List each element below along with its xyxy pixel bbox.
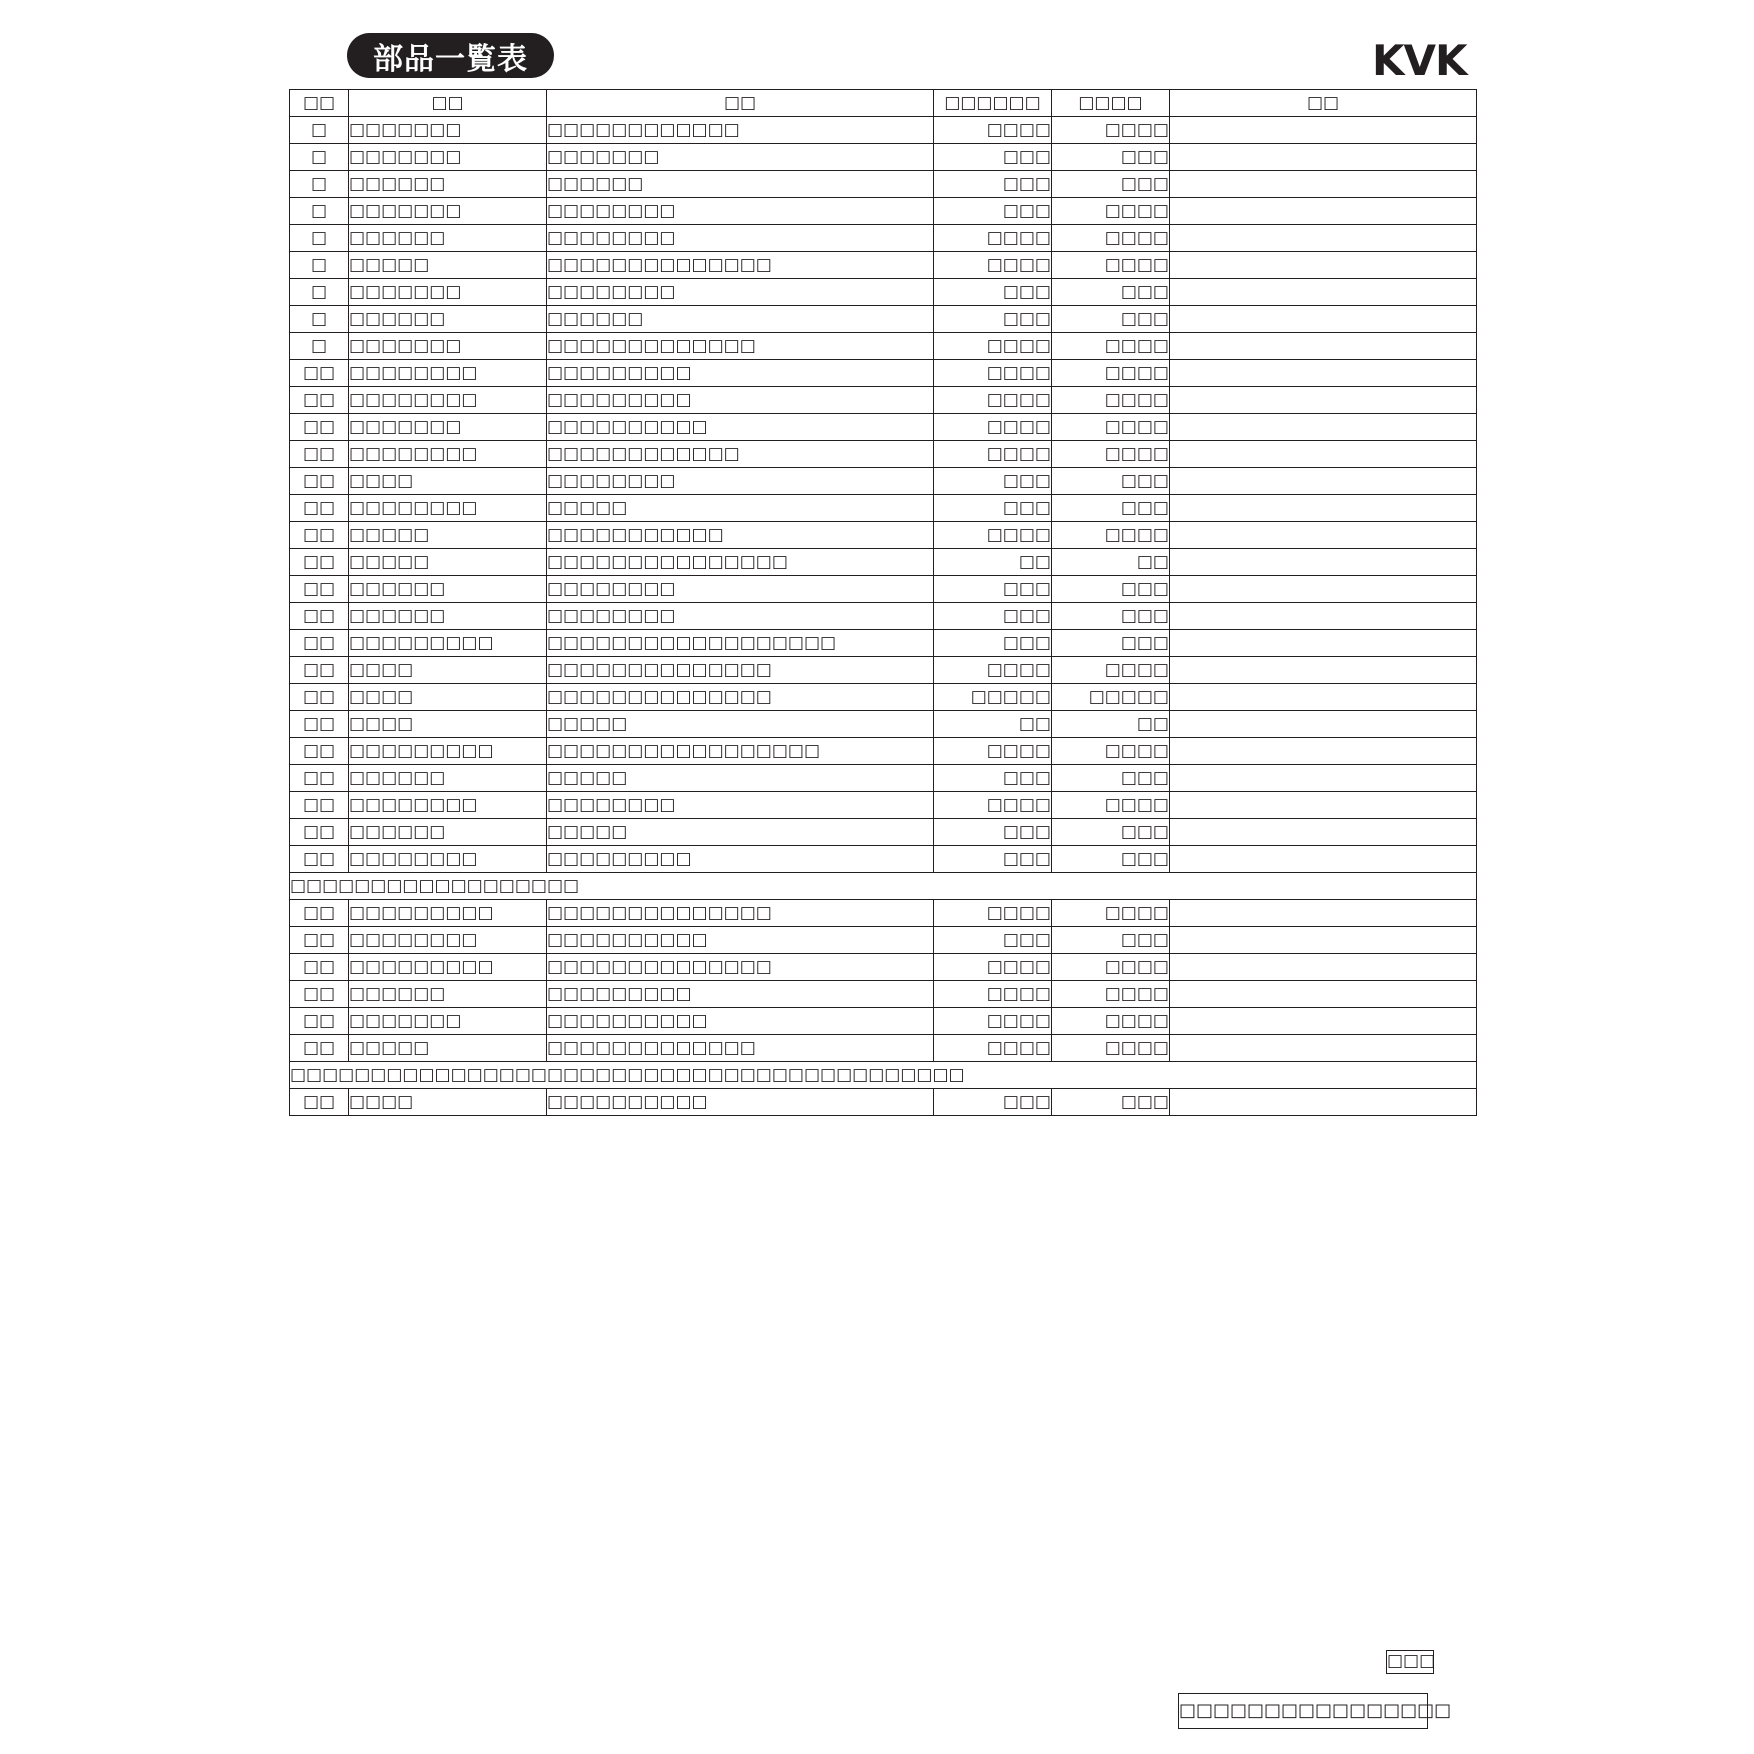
- table-row: [290, 630, 1477, 657]
- price-1-cell: □□□: [934, 495, 1052, 522]
- price-1-cell: □□□: [934, 630, 1052, 657]
- price-2-cell: □□□: [1052, 630, 1170, 657]
- part-name-cell: □□□□□□□□□□: [547, 414, 934, 441]
- part-name-cell: □□□□□□□□: [547, 603, 934, 630]
- price-1-cell: □□□: [934, 819, 1052, 846]
- row-number-cell: □□: [290, 819, 349, 846]
- note-cell: [1170, 387, 1477, 414]
- note-cell: [1170, 522, 1477, 549]
- part-code-cell: □□□□: [349, 657, 547, 684]
- price-2-cell: □□□: [1052, 576, 1170, 603]
- table-row: [290, 1035, 1477, 1062]
- part-code-cell: □□□□□□□□: [349, 387, 547, 414]
- note-cell: [1170, 1089, 1477, 1116]
- part-code-cell: □□□□□: [349, 522, 547, 549]
- note-cell: [1170, 279, 1477, 306]
- price-2-cell: □□□: [1052, 144, 1170, 171]
- table-row: [290, 819, 1477, 846]
- note-cell: [1170, 225, 1477, 252]
- part-code-cell: □□□□□□: [349, 576, 547, 603]
- row-number-cell: □: [290, 144, 349, 171]
- price-2-cell: □□□□□: [1052, 684, 1170, 711]
- group-label: □□□□□□□□□□□□□□□□□□: [290, 873, 1477, 900]
- row-number-cell: □□: [290, 576, 349, 603]
- row-number-cell: □: [290, 333, 349, 360]
- price-2-cell: □□□: [1052, 765, 1170, 792]
- price-1-cell: □□□: [934, 846, 1052, 873]
- price-1-cell: □□□: [934, 927, 1052, 954]
- note-cell: [1170, 927, 1477, 954]
- table-row: [290, 927, 1477, 954]
- part-name-cell: □□□□□□□□: [547, 225, 934, 252]
- row-number-cell: □□: [290, 603, 349, 630]
- price-2-cell: □□□□: [1052, 360, 1170, 387]
- row-number-cell: □□: [290, 765, 349, 792]
- part-code-cell: □□□□□□: [349, 225, 547, 252]
- table-row: [290, 468, 1477, 495]
- row-number-cell: □□: [290, 522, 349, 549]
- part-name-cell: □□□□□□□□□□□□□□: [547, 900, 934, 927]
- part-name-cell: □□□□□□□□: [547, 576, 934, 603]
- price-2-cell: □□□: [1052, 279, 1170, 306]
- note-cell: [1170, 738, 1477, 765]
- row-number-cell: □□: [290, 630, 349, 657]
- row-number-cell: □□: [290, 1008, 349, 1035]
- row-number-cell: □□: [290, 657, 349, 684]
- price-1-cell: □□□: [934, 279, 1052, 306]
- note-cell: [1170, 792, 1477, 819]
- part-code-cell: □□□□□□: [349, 171, 547, 198]
- part-code-cell: □□□□□: [349, 252, 547, 279]
- price-2-cell: □□□□: [1052, 954, 1170, 981]
- part-name-cell: □□□□□□□□□□□□□□: [547, 954, 934, 981]
- col-header-price-2: □□□□: [1052, 90, 1170, 117]
- part-code-cell: □□□□□□□□: [349, 846, 547, 873]
- group-row: [290, 1062, 1477, 1089]
- table-row: [290, 117, 1477, 144]
- part-code-cell: □□□□□: [349, 549, 547, 576]
- part-name-cell: □□□□□: [547, 765, 934, 792]
- price-1-cell: □□□: [934, 171, 1052, 198]
- table-row: [290, 981, 1477, 1008]
- row-number-cell: □□: [290, 846, 349, 873]
- row-number-cell: □: [290, 252, 349, 279]
- note-cell: [1170, 252, 1477, 279]
- table-row: [290, 333, 1477, 360]
- price-2-cell: □□□□: [1052, 441, 1170, 468]
- group-row: [290, 873, 1477, 900]
- note-cell: [1170, 765, 1477, 792]
- row-number-cell: □□: [290, 360, 349, 387]
- table-row: [290, 846, 1477, 873]
- price-2-cell: □□□□: [1052, 522, 1170, 549]
- part-code-cell: □□□□□□□: [349, 333, 547, 360]
- note-cell: [1170, 549, 1477, 576]
- part-code-cell: □□□□□□: [349, 819, 547, 846]
- table-row: [290, 1089, 1477, 1116]
- row-number-cell: □□: [290, 549, 349, 576]
- brand-logo: KVK: [1372, 36, 1467, 85]
- row-number-cell: □: [290, 117, 349, 144]
- note-cell: [1170, 603, 1477, 630]
- table-row: [290, 711, 1477, 738]
- table-row: [290, 684, 1477, 711]
- note-cell: [1170, 1008, 1477, 1035]
- part-name-cell: □□□□□□□□□□□□□□□: [547, 549, 934, 576]
- part-code-cell: □□□□□□□: [349, 1008, 547, 1035]
- note-cell: [1170, 900, 1477, 927]
- table-row: [290, 252, 1477, 279]
- price-2-cell: □□□□: [1052, 657, 1170, 684]
- table-row: [290, 576, 1477, 603]
- table-row: [290, 954, 1477, 981]
- row-number-cell: □: [290, 171, 349, 198]
- part-code-cell: □□□□□□□□□: [349, 954, 547, 981]
- table-row: [290, 792, 1477, 819]
- part-code-cell: □□□□□□□□: [349, 792, 547, 819]
- document-code: □□□□□□□□□□□□□□□□: [1178, 1693, 1428, 1729]
- part-name-cell: □□□□□□□□□: [547, 360, 934, 387]
- row-number-cell: □□: [290, 981, 349, 1008]
- row-number-cell: □□: [290, 900, 349, 927]
- price-2-cell: □□□: [1052, 819, 1170, 846]
- note-cell: [1170, 684, 1477, 711]
- note-cell: [1170, 468, 1477, 495]
- note-cell: [1170, 495, 1477, 522]
- table-row: [290, 144, 1477, 171]
- part-code-cell: □□□□□□□: [349, 414, 547, 441]
- part-name-cell: □□□□□□□□□□: [547, 1008, 934, 1035]
- note-cell: [1170, 954, 1477, 981]
- part-name-cell: □□□□□□□□□□: [547, 1089, 934, 1116]
- price-1-cell: □□□: [934, 306, 1052, 333]
- note-cell: [1170, 441, 1477, 468]
- price-2-cell: □□□□: [1052, 252, 1170, 279]
- part-name-cell: □□□□□: [547, 495, 934, 522]
- price-2-cell: □□□□: [1052, 1035, 1170, 1062]
- price-2-cell: □□□□: [1052, 333, 1170, 360]
- part-code-cell: □□□□: [349, 468, 547, 495]
- part-code-cell: □□□□□□: [349, 306, 547, 333]
- part-code-cell: □□□□□□□□□: [349, 900, 547, 927]
- col-header-name: □□: [547, 90, 934, 117]
- price-1-cell: □□□: [934, 198, 1052, 225]
- part-name-cell: □□□□□□□: [547, 144, 934, 171]
- table-row: [290, 657, 1477, 684]
- part-name-cell: □□□□□□□□□□□□□□□□□: [547, 738, 934, 765]
- part-name-cell: □□□□□: [547, 711, 934, 738]
- table-header-row: [290, 90, 1477, 117]
- price-2-cell: □□□□: [1052, 225, 1170, 252]
- part-code-cell: □□□□□□□: [349, 279, 547, 306]
- price-1-cell: □□□: [934, 765, 1052, 792]
- col-header-no: □□: [290, 90, 349, 117]
- row-number-cell: □□: [290, 414, 349, 441]
- col-header-note: □□: [1170, 90, 1477, 117]
- part-code-cell: □□□□□□□: [349, 198, 547, 225]
- price-2-cell: □□□□: [1052, 198, 1170, 225]
- part-name-cell: □□□□□□□□□□□□: [547, 117, 934, 144]
- part-name-cell: □□□□□□□□: [547, 279, 934, 306]
- price-1-cell: □□□□: [934, 522, 1052, 549]
- part-name-cell: □□□□□□□□: [547, 468, 934, 495]
- note-cell: [1170, 144, 1477, 171]
- price-1-cell: □□□□: [934, 738, 1052, 765]
- price-1-cell: □□□□: [934, 360, 1052, 387]
- price-2-cell: □□□□: [1052, 792, 1170, 819]
- col-header-price-1: □□□□□□: [934, 90, 1052, 117]
- price-1-cell: □□□□: [934, 792, 1052, 819]
- row-number-cell: □□: [290, 954, 349, 981]
- part-code-cell: □□□□□□: [349, 603, 547, 630]
- part-name-cell: □□□□□□□□□□□□□□: [547, 657, 934, 684]
- table-row: [290, 900, 1477, 927]
- row-number-cell: □□: [290, 927, 349, 954]
- note-cell: [1170, 846, 1477, 873]
- price-2-cell: □□□: [1052, 171, 1170, 198]
- part-code-cell: □□□□□□: [349, 765, 547, 792]
- price-2-cell: □□□□: [1052, 1008, 1170, 1035]
- part-code-cell: □□□□□□□: [349, 144, 547, 171]
- note-cell: [1170, 711, 1477, 738]
- part-name-cell: □□□□□: [547, 819, 934, 846]
- note-cell: [1170, 333, 1477, 360]
- parts-table: [289, 89, 1477, 1116]
- price-1-cell: □□□□: [934, 441, 1052, 468]
- note-cell: [1170, 306, 1477, 333]
- price-2-cell: □□□□: [1052, 981, 1170, 1008]
- price-1-cell: □□: [934, 549, 1052, 576]
- parts-table-body: [290, 117, 1477, 1116]
- price-1-cell: □□□□: [934, 225, 1052, 252]
- part-code-cell: □□□□□□□□□: [349, 630, 547, 657]
- row-number-cell: □□: [290, 387, 349, 414]
- row-number-cell: □: [290, 225, 349, 252]
- note-cell: [1170, 657, 1477, 684]
- table-row: [290, 225, 1477, 252]
- table-row: [290, 360, 1477, 387]
- table-row: [290, 495, 1477, 522]
- row-number-cell: □□: [290, 1035, 349, 1062]
- price-2-cell: □□□: [1052, 306, 1170, 333]
- page-number: □□□: [1386, 1650, 1434, 1674]
- row-number-cell: □: [290, 306, 349, 333]
- note-cell: [1170, 981, 1477, 1008]
- price-1-cell: □□□□: [934, 954, 1052, 981]
- group-label: □□□□□□□□□□□□□□□□□□□□□□□□□□□□□□□□□□□□□□□□□□: [290, 1062, 1477, 1089]
- table-row: [290, 765, 1477, 792]
- price-2-cell: □□□: [1052, 927, 1170, 954]
- part-code-cell: □□□□□□□□: [349, 495, 547, 522]
- page-title: 部品一覧表: [347, 33, 554, 78]
- price-2-cell: □□□□: [1052, 117, 1170, 144]
- price-1-cell: □□□□: [934, 333, 1052, 360]
- note-cell: [1170, 414, 1477, 441]
- note-cell: [1170, 117, 1477, 144]
- table-row: [290, 522, 1477, 549]
- table-row: [290, 441, 1477, 468]
- price-2-cell: □□□: [1052, 846, 1170, 873]
- note-cell: [1170, 171, 1477, 198]
- part-name-cell: □□□□□□□□□□□□: [547, 441, 934, 468]
- table-row: [290, 414, 1477, 441]
- row-number-cell: □: [290, 279, 349, 306]
- part-name-cell: □□□□□□: [547, 306, 934, 333]
- row-number-cell: □□: [290, 468, 349, 495]
- part-name-cell: □□□□□□□□□□□□□: [547, 1035, 934, 1062]
- part-code-cell: □□□□□□: [349, 981, 547, 1008]
- note-cell: [1170, 1035, 1477, 1062]
- part-code-cell: □□□□: [349, 684, 547, 711]
- price-2-cell: □□□□: [1052, 387, 1170, 414]
- part-name-cell: □□□□□□□□: [547, 792, 934, 819]
- part-name-cell: □□□□□□□□□□□□□: [547, 333, 934, 360]
- part-code-cell: □□□□□□□□: [349, 927, 547, 954]
- table-row: [290, 279, 1477, 306]
- price-2-cell: □□□: [1052, 468, 1170, 495]
- price-1-cell: □□□: [934, 468, 1052, 495]
- table-row: [290, 387, 1477, 414]
- part-code-cell: □□□□□□□□: [349, 360, 547, 387]
- note-cell: [1170, 198, 1477, 225]
- part-code-cell: □□□□: [349, 711, 547, 738]
- col-header-code: □□: [349, 90, 547, 117]
- part-name-cell: □□□□□□□□□□□□□□: [547, 252, 934, 279]
- part-name-cell: □□□□□□□□: [547, 198, 934, 225]
- price-1-cell: □□□: [934, 144, 1052, 171]
- note-cell: [1170, 576, 1477, 603]
- row-number-cell: □□: [290, 441, 349, 468]
- table-row: [290, 171, 1477, 198]
- price-2-cell: □□□□: [1052, 738, 1170, 765]
- part-name-cell: □□□□□□□□□□: [547, 927, 934, 954]
- price-1-cell: □□□□: [934, 657, 1052, 684]
- row-number-cell: □: [290, 198, 349, 225]
- part-name-cell: □□□□□□□□□: [547, 981, 934, 1008]
- table-row: [290, 198, 1477, 225]
- price-2-cell: □□: [1052, 711, 1170, 738]
- row-number-cell: □□: [290, 1089, 349, 1116]
- table-row: [290, 738, 1477, 765]
- part-code-cell: □□□□□□□□: [349, 441, 547, 468]
- table-row: [290, 306, 1477, 333]
- price-2-cell: □□□: [1052, 603, 1170, 630]
- row-number-cell: □□: [290, 495, 349, 522]
- note-cell: [1170, 630, 1477, 657]
- price-1-cell: □□□□: [934, 117, 1052, 144]
- price-2-cell: □□□: [1052, 1089, 1170, 1116]
- price-1-cell: □□□: [934, 1089, 1052, 1116]
- part-code-cell: □□□□□: [349, 1035, 547, 1062]
- part-name-cell: □□□□□□□□□: [547, 846, 934, 873]
- price-1-cell: □□□□: [934, 981, 1052, 1008]
- price-1-cell: □□□□: [934, 252, 1052, 279]
- price-1-cell: □□□□: [934, 1008, 1052, 1035]
- table-row: [290, 1008, 1477, 1035]
- price-2-cell: □□: [1052, 549, 1170, 576]
- table-row: [290, 549, 1477, 576]
- price-1-cell: □□□□: [934, 387, 1052, 414]
- note-cell: [1170, 360, 1477, 387]
- price-1-cell: □□□□: [934, 414, 1052, 441]
- price-1-cell: □□: [934, 711, 1052, 738]
- part-name-cell: □□□□□□□□□□□□□□□□□□: [547, 630, 934, 657]
- price-2-cell: □□□: [1052, 495, 1170, 522]
- price-1-cell: □□□: [934, 576, 1052, 603]
- note-cell: [1170, 819, 1477, 846]
- part-code-cell: □□□□□□□□□: [349, 738, 547, 765]
- table-row: [290, 603, 1477, 630]
- part-name-cell: □□□□□□□□□: [547, 387, 934, 414]
- row-number-cell: □□: [290, 684, 349, 711]
- row-number-cell: □□: [290, 711, 349, 738]
- price-2-cell: □□□□: [1052, 900, 1170, 927]
- price-2-cell: □□□□: [1052, 414, 1170, 441]
- part-name-cell: □□□□□□□□□□□: [547, 522, 934, 549]
- price-1-cell: □□□□: [934, 900, 1052, 927]
- price-1-cell: □□□□: [934, 1035, 1052, 1062]
- part-code-cell: □□□□□□□: [349, 117, 547, 144]
- price-1-cell: □□□: [934, 603, 1052, 630]
- row-number-cell: □□: [290, 792, 349, 819]
- part-name-cell: □□□□□□□□□□□□□□: [547, 684, 934, 711]
- part-name-cell: □□□□□□: [547, 171, 934, 198]
- part-code-cell: □□□□: [349, 1089, 547, 1116]
- row-number-cell: □□: [290, 738, 349, 765]
- price-1-cell: □□□□□: [934, 684, 1052, 711]
